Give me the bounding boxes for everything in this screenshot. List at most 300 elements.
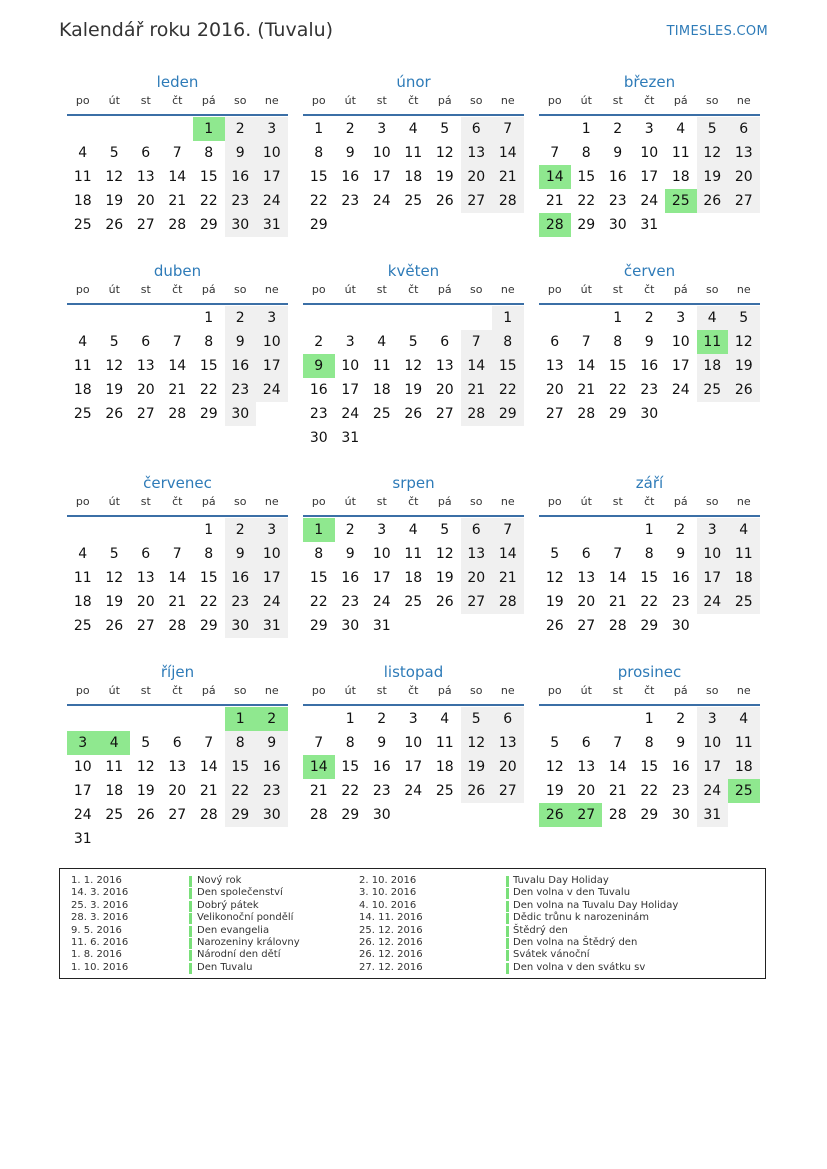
day-cell: 8 (492, 330, 524, 354)
day-cell: 17 (404, 759, 423, 775)
day-cell: 11 (728, 731, 760, 755)
month-name: říjen (160, 663, 195, 681)
weekday-label: čt (644, 283, 655, 296)
legend-date: 11. 6. 2016 (71, 937, 129, 948)
holiday-day: 26 (539, 803, 571, 827)
day-cell: 18 (728, 755, 760, 779)
day-cell: 8 (204, 546, 214, 562)
day-cell: 17 (697, 755, 729, 779)
day-cell: 19 (728, 354, 760, 378)
day-cell: 3 (676, 310, 686, 326)
day-cell: 20 (136, 382, 155, 398)
weekday-label: st (376, 684, 387, 697)
day-cell: 30 (671, 618, 690, 634)
day-cell: 16 (341, 169, 360, 185)
legend-holiday-name: Den volna v den svátku sv (513, 961, 646, 973)
day-cell: 1 (613, 310, 623, 326)
weekday-label: st (140, 283, 151, 296)
weekday-label: čt (408, 94, 419, 107)
day-cell: 5 (109, 334, 119, 350)
weekday-label: pá (201, 283, 216, 296)
day-cell: 9 (225, 141, 257, 165)
empty-day (99, 518, 131, 542)
empty-day (539, 707, 571, 731)
legend-holiday-name: Den volna na Tuvalu Day Holiday (513, 899, 679, 911)
day-cell: 1 (492, 306, 524, 330)
empty-day (130, 306, 162, 330)
weekday-label: čt (408, 684, 419, 697)
day-cell: 7 (492, 518, 524, 542)
day-cell: 18 (73, 382, 92, 398)
holiday-day: 14 (303, 755, 335, 779)
day-cell: 17 (671, 358, 690, 374)
empty-day (67, 306, 99, 330)
month-name: září (635, 474, 664, 492)
day-cell: 2 (613, 121, 623, 137)
day-cell: 21 (168, 594, 187, 610)
legend-marker (506, 888, 509, 899)
day-cell: 12 (105, 358, 124, 374)
legend-date: 25. 3. 2016 (71, 899, 129, 911)
weekday-label: po (547, 283, 562, 296)
day-cell: 9 (644, 334, 654, 350)
holiday-day: 4 (99, 731, 131, 755)
empty-day (602, 518, 634, 542)
day-cell: 19 (136, 783, 155, 799)
weekday-label: ne (736, 495, 751, 508)
day-cell: 24 (256, 378, 288, 402)
weekday-header (303, 684, 524, 706)
day-cell: 11 (728, 542, 760, 566)
weekday-label: po (75, 94, 90, 107)
day-cell: 13 (461, 542, 493, 566)
holiday-day: 14 (539, 165, 571, 189)
day-cell: 6 (141, 145, 151, 161)
day-cell: 25 (435, 783, 454, 799)
day-cell: 24 (256, 189, 288, 213)
day-cell: 3 (697, 707, 729, 731)
day-cell: 30 (309, 430, 328, 446)
day-cell: 10 (671, 334, 690, 350)
day-cell: 17 (640, 169, 659, 185)
day-cell: 2 (225, 518, 257, 542)
day-cell: 5 (461, 707, 493, 731)
day-cell: 12 (105, 169, 124, 185)
day-cell: 20 (435, 382, 454, 398)
weekday-header (303, 94, 524, 116)
empty-day (67, 707, 99, 731)
weekday-label: út (344, 684, 356, 697)
day-cell: 6 (492, 707, 524, 731)
day-cell: 11 (404, 546, 423, 562)
day-cell: 6 (728, 117, 760, 141)
day-cell: 25 (372, 406, 391, 422)
day-cell: 20 (136, 594, 155, 610)
day-cell: 30 (608, 217, 627, 233)
day-cell: 16 (225, 566, 257, 590)
day-cell: 5 (109, 145, 119, 161)
weekday-label: po (311, 283, 326, 296)
day-cell: 8 (204, 334, 214, 350)
day-cell: 11 (435, 735, 454, 751)
legend-holiday-name: Národní den dětí (197, 949, 281, 961)
day-cell: 18 (105, 783, 124, 799)
day-cell: 18 (728, 566, 760, 590)
holiday-day: 2 (256, 707, 288, 731)
weekday-label: út (344, 495, 356, 508)
day-cell: 13 (435, 358, 454, 374)
day-cell: 8 (613, 334, 623, 350)
day-grid (539, 707, 760, 827)
day-cell: 4 (728, 518, 760, 542)
weekday-label: st (612, 495, 623, 508)
day-cell: 7 (314, 735, 324, 751)
day-cell: 7 (172, 145, 182, 161)
day-grid (67, 306, 288, 426)
weekday-label: ne (264, 94, 279, 107)
day-cell: 23 (225, 378, 257, 402)
legend-marker (506, 926, 509, 937)
day-cell: 16 (225, 165, 257, 189)
weekday-label: út (580, 495, 592, 508)
day-cell: 4 (728, 707, 760, 731)
day-cell: 17 (256, 165, 288, 189)
day-grid (67, 117, 288, 237)
month-name: červenec (143, 474, 212, 492)
day-cell: 17 (372, 169, 391, 185)
legend-date: 28. 3. 2016 (71, 912, 129, 924)
empty-day (130, 117, 162, 141)
legend-row (60, 875, 765, 887)
empty-day (162, 117, 194, 141)
day-cell: 22 (341, 783, 360, 799)
day-cell: 18 (435, 759, 454, 775)
weekday-header (67, 283, 288, 305)
day-cell: 8 (345, 735, 355, 751)
day-grid (303, 117, 524, 237)
weekday-label: ne (736, 684, 751, 697)
empty-day (366, 306, 398, 330)
legend-date: 1. 10. 2016 (71, 961, 129, 973)
day-cell: 23 (256, 779, 288, 803)
day-cell: 10 (404, 735, 423, 751)
legend-date: 14. 11. 2016 (359, 912, 423, 924)
day-cell: 23 (372, 783, 391, 799)
weekday-label: út (344, 283, 356, 296)
day-cell: 26 (404, 406, 423, 422)
day-cell: 31 (73, 831, 92, 847)
empty-day (162, 306, 194, 330)
day-cell: 30 (256, 803, 288, 827)
day-cell: 2 (676, 522, 686, 538)
weekday-header (303, 495, 524, 517)
weekday-label: pá (201, 495, 216, 508)
weekday-label: pá (673, 283, 688, 296)
day-cell: 29 (309, 217, 328, 233)
day-cell: 5 (550, 735, 560, 751)
weekday-label: po (547, 495, 562, 508)
month-10 (67, 662, 288, 851)
day-cell: 1 (204, 522, 214, 538)
day-cell: 27 (461, 189, 493, 213)
day-cell: 15 (492, 354, 524, 378)
day-cell: 9 (676, 546, 686, 562)
day-cell: 9 (345, 145, 355, 161)
day-cell: 26 (435, 594, 454, 610)
day-cell: 7 (613, 735, 623, 751)
month-5 (303, 261, 524, 450)
weekday-label: út (108, 94, 120, 107)
day-cell: 12 (697, 141, 729, 165)
legend-holiday-name: Narozeniny královny (197, 937, 300, 948)
holiday-day: 3 (67, 731, 99, 755)
day-cell: 29 (577, 217, 596, 233)
day-cell: 6 (440, 334, 450, 350)
day-cell: 16 (671, 570, 690, 586)
weekday-header (539, 495, 760, 517)
legend-holiday-name: Den Tuvalu (197, 961, 253, 973)
day-cell: 23 (608, 193, 627, 209)
empty-day (303, 707, 335, 731)
empty-day (303, 306, 335, 330)
day-cell: 23 (225, 590, 257, 614)
day-cell: 29 (199, 618, 218, 634)
day-cell: 21 (608, 783, 627, 799)
day-cell: 8 (314, 145, 324, 161)
weekday-label: po (75, 495, 90, 508)
day-cell: 25 (73, 406, 92, 422)
day-cell: 11 (73, 358, 92, 374)
weekday-header (539, 684, 760, 706)
empty-day (539, 306, 571, 330)
weekday-label: út (580, 94, 592, 107)
weekday-label: po (311, 684, 326, 697)
legend-holiday-name: Den společenství (197, 887, 283, 899)
weekday-label: so (470, 495, 483, 508)
empty-day (99, 306, 131, 330)
day-cell: 10 (697, 542, 729, 566)
day-cell: 20 (728, 165, 760, 189)
holiday-day: 1 (193, 117, 225, 141)
day-cell: 19 (105, 193, 124, 209)
day-cell: 22 (199, 193, 218, 209)
empty-day (571, 707, 603, 731)
day-cell: 5 (697, 117, 729, 141)
legend-date: 2. 10. 2016 (359, 875, 417, 886)
day-cell: 31 (256, 614, 288, 638)
day-cell: 29 (492, 402, 524, 426)
legend-marker (506, 876, 509, 887)
day-cell: 24 (671, 382, 690, 398)
day-cell: 4 (377, 334, 387, 350)
day-cell: 25 (697, 378, 729, 402)
day-cell: 15 (199, 358, 218, 374)
weekday-label: po (311, 94, 326, 107)
legend-date: 26. 12. 2016 (359, 937, 423, 948)
weekday-label: so (706, 94, 719, 107)
day-cell: 27 (577, 618, 596, 634)
day-cell: 11 (671, 145, 690, 161)
day-cell: 23 (341, 594, 360, 610)
weekday-label: čt (172, 283, 183, 296)
day-cell: 6 (461, 117, 493, 141)
holiday-legend (59, 868, 766, 979)
day-cell: 4 (78, 145, 88, 161)
legend-row (60, 937, 765, 949)
day-cell: 5 (728, 306, 760, 330)
legend-marker (506, 938, 509, 949)
day-cell: 26 (105, 217, 124, 233)
weekday-label: čt (408, 495, 419, 508)
legend-date: 1. 8. 2016 (71, 949, 122, 961)
day-cell: 3 (256, 518, 288, 542)
month-name: březen (623, 73, 676, 91)
day-grid (67, 707, 288, 851)
weekday-label: čt (408, 283, 419, 296)
day-cell: 16 (225, 354, 257, 378)
day-cell: 4 (408, 121, 418, 137)
day-cell: 19 (105, 594, 124, 610)
day-cell: 22 (577, 193, 596, 209)
day-cell: 16 (608, 169, 627, 185)
day-cell: 30 (225, 614, 257, 638)
day-cell: 7 (613, 546, 623, 562)
weekday-label: pá (673, 684, 688, 697)
day-cell: 18 (697, 354, 729, 378)
day-cell: 21 (309, 783, 328, 799)
month-3 (539, 72, 760, 237)
day-cell: 29 (640, 807, 659, 823)
day-cell: 7 (492, 117, 524, 141)
weekday-label: so (234, 94, 247, 107)
day-cell: 31 (341, 430, 360, 446)
day-cell: 26 (105, 406, 124, 422)
day-cell: 13 (545, 358, 564, 374)
empty-day (130, 707, 162, 731)
legend-row (60, 962, 765, 974)
day-cell: 30 (372, 807, 391, 823)
empty-day (193, 707, 225, 731)
day-cell: 12 (136, 759, 155, 775)
day-cell: 22 (640, 783, 659, 799)
day-cell: 24 (372, 594, 391, 610)
empty-day (67, 117, 99, 141)
day-cell: 14 (199, 759, 218, 775)
day-cell: 10 (341, 358, 360, 374)
day-cell: 28 (168, 406, 187, 422)
day-cell: 22 (309, 193, 328, 209)
weekday-label: út (108, 495, 120, 508)
weekday-label: st (612, 283, 623, 296)
empty-day (539, 117, 571, 141)
empty-day (130, 518, 162, 542)
day-cell: 20 (577, 783, 596, 799)
day-cell: 12 (545, 570, 564, 586)
weekday-header (67, 495, 288, 517)
weekday-label: ne (736, 94, 751, 107)
day-cell: 6 (141, 546, 151, 562)
holiday-day: 1 (303, 518, 335, 542)
day-cell: 26 (136, 807, 155, 823)
month-1 (67, 72, 288, 237)
day-cell: 13 (577, 759, 596, 775)
day-cell: 3 (256, 306, 288, 330)
month-name: leden (156, 73, 199, 91)
month-11 (303, 662, 524, 827)
weekday-label: so (234, 283, 247, 296)
day-cell: 9 (225, 542, 257, 566)
day-cell: 31 (697, 803, 729, 827)
day-cell: 8 (581, 145, 591, 161)
legend-date: 26. 12. 2016 (359, 949, 423, 961)
day-cell: 13 (136, 358, 155, 374)
day-cell: 29 (309, 618, 328, 634)
day-cell: 22 (199, 594, 218, 610)
day-cell: 10 (256, 542, 288, 566)
day-cell: 20 (136, 193, 155, 209)
day-cell: 29 (225, 803, 257, 827)
day-cell: 23 (225, 189, 257, 213)
day-cell: 3 (345, 334, 355, 350)
day-cell: 15 (225, 755, 257, 779)
legend-date: 4. 10. 2016 (359, 899, 417, 911)
day-cell: 9 (676, 735, 686, 751)
day-cell: 6 (550, 334, 560, 350)
day-cell: 30 (225, 402, 257, 426)
day-cell: 14 (608, 759, 627, 775)
day-cell: 27 (136, 406, 155, 422)
weekday-label: po (547, 94, 562, 107)
weekday-label: st (376, 495, 387, 508)
weekday-header (67, 684, 288, 706)
day-cell: 4 (78, 546, 88, 562)
day-grid (539, 306, 760, 426)
empty-day (571, 306, 603, 330)
site-link[interactable]: TIMESLES.COM (666, 24, 768, 39)
holiday-day: 1 (225, 707, 257, 731)
day-cell: 5 (550, 546, 560, 562)
day-cell: 10 (640, 145, 659, 161)
day-cell: 14 (168, 570, 187, 586)
weekday-label: ne (500, 684, 515, 697)
day-cell: 13 (492, 731, 524, 755)
weekday-label: čt (644, 684, 655, 697)
day-cell: 15 (309, 570, 328, 586)
day-cell: 19 (545, 783, 564, 799)
weekday-label: čt (644, 94, 655, 107)
day-cell: 3 (256, 117, 288, 141)
day-cell: 16 (640, 358, 659, 374)
empty-day (429, 306, 461, 330)
weekday-label: so (706, 684, 719, 697)
legend-marker (506, 963, 509, 974)
day-cell: 6 (141, 334, 151, 350)
day-cell: 1 (204, 310, 214, 326)
holiday-day: 25 (665, 189, 697, 213)
day-cell: 23 (640, 382, 659, 398)
weekday-label: ne (500, 283, 515, 296)
day-cell: 26 (105, 618, 124, 634)
day-cell: 5 (109, 546, 119, 562)
day-cell: 15 (608, 358, 627, 374)
day-cell: 20 (545, 382, 564, 398)
day-cell: 17 (73, 783, 92, 799)
day-cell: 11 (372, 358, 391, 374)
day-cell: 17 (256, 354, 288, 378)
holiday-day: 25 (728, 779, 760, 803)
weekday-label: st (376, 283, 387, 296)
day-cell: 21 (608, 594, 627, 610)
